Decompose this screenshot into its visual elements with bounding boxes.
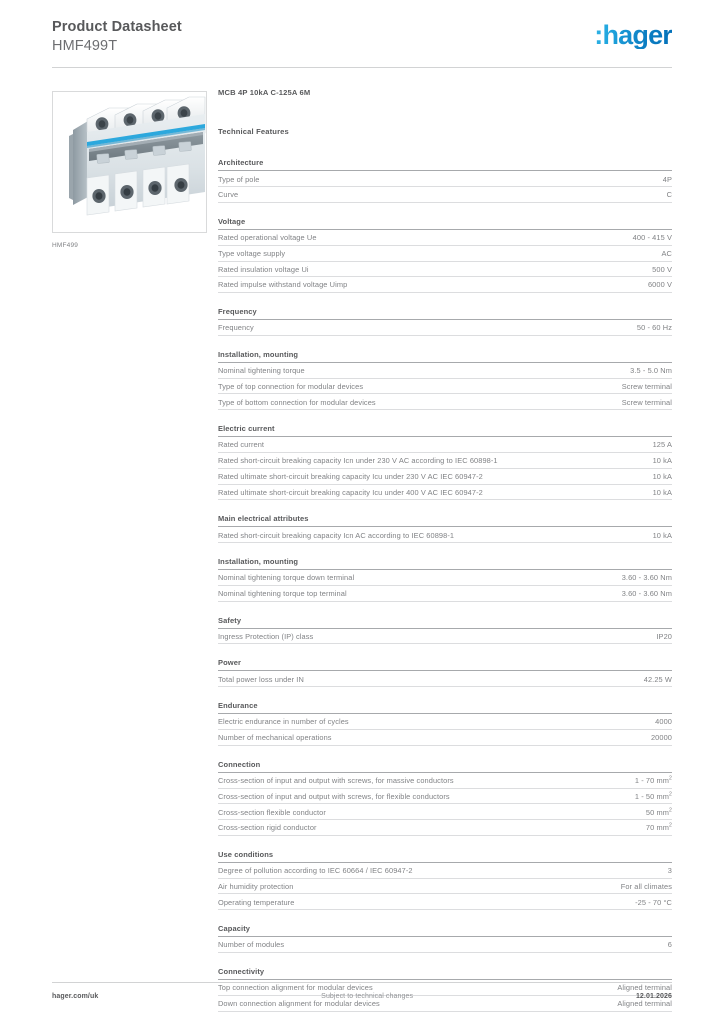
spec-value: 20000 <box>650 733 672 743</box>
spec-value: 10 kA <box>652 471 672 481</box>
spec-section-title: Electric current <box>218 424 672 437</box>
spec-value: -25 - 70 °C <box>635 897 672 907</box>
spec-label: Cross-section of input and output with screws, for massive conductors <box>218 775 454 785</box>
spec-value: 10 kA <box>652 487 672 497</box>
spec-value: C <box>666 190 672 200</box>
specifications-column <box>207 88 672 1011</box>
spec-value: AC <box>661 248 672 258</box>
spec-row <box>218 320 672 336</box>
spec-row <box>218 363 672 379</box>
spec-label: Rated short-circuit breaking capacity Icn AC according to IEC 60898-1 <box>218 530 455 540</box>
spec-row <box>218 187 672 203</box>
spec-row <box>218 894 672 910</box>
spec-value: 42.25 W <box>643 674 672 684</box>
spec-section-title: Installation, mounting <box>218 557 672 570</box>
spec-row <box>218 730 672 746</box>
spec-label: Ingress Protection (IP) class <box>218 631 314 641</box>
spec-section-title: Frequency <box>218 307 672 320</box>
spec-value: 6000 V <box>647 280 672 290</box>
spec-value: 3.60 - 3.60 Nm <box>621 573 672 583</box>
spec-value: 1 - 70 $mm^2$ <box>634 775 672 785</box>
product-image-column <box>52 88 207 249</box>
spec-label: Cross-section of input and output with screws, for flexible conductors <box>218 791 450 801</box>
spec-value: 4P <box>662 174 672 184</box>
spec-row <box>218 527 672 543</box>
spec-label: Curve <box>218 190 239 200</box>
spec-value: 4000 <box>655 717 672 727</box>
spec-section-title: Safety <box>218 616 672 629</box>
spec-row <box>218 453 672 469</box>
spec-section <box>218 658 672 687</box>
spec-row <box>218 171 672 187</box>
spec-section <box>218 217 672 293</box>
page-content <box>52 68 672 1024</box>
spec-value: 1 - 50 $mm^2$ <box>634 791 672 801</box>
spec-row <box>218 863 672 879</box>
spec-section <box>218 557 672 602</box>
spec-label: Rated impulse withstand voltage Uimp <box>218 280 348 290</box>
product-image-caption: HMF499 <box>52 242 79 250</box>
spec-label: Rated current <box>218 440 265 450</box>
spec-label: Number of mechanical operations <box>218 733 332 743</box>
spec-section <box>218 307 672 336</box>
spec-label: Type of bottom connection for modular devices <box>218 397 376 407</box>
spec-section-title: Architecture <box>218 158 672 171</box>
spec-label: Nominal tightening torque top terminal <box>218 589 347 599</box>
product-name: MCB 4P 10kA C-125A 6M <box>218 88 311 98</box>
product-reference: HMF499T <box>52 37 118 54</box>
footer-notice: Subject to technical changes <box>321 993 414 1000</box>
spec-section <box>218 514 672 543</box>
spec-value: 50 $mm^2$ <box>645 807 672 817</box>
spec-value: 6 <box>667 940 672 950</box>
spec-value: 10 kA <box>652 530 672 540</box>
page-footer <box>52 982 672 1000</box>
spec-value: Aligned terminal <box>617 983 672 993</box>
spec-label: Electric endurance in number of cycles <box>218 717 349 727</box>
header-titles <box>52 19 182 55</box>
spec-label: Down connection alignment for modular devices <box>218 999 380 1008</box>
spec-value: 125 A <box>652 440 672 450</box>
product-image-frame <box>52 91 207 233</box>
spec-label: Top connection alignment for modular devices <box>218 983 373 993</box>
footer-date: 12.01.2026 <box>635 993 672 1000</box>
spec-value: Aligned terminal <box>617 999 672 1008</box>
spec-row <box>218 246 672 262</box>
spec-section-title: Capacity <box>218 924 672 937</box>
spec-section-title: Connection <box>218 760 672 773</box>
spec-row <box>218 586 672 602</box>
spec-row <box>218 789 672 805</box>
spec-label: Rated insulation voltage Ui <box>218 264 309 274</box>
spec-row <box>218 629 672 645</box>
spec-row <box>218 485 672 501</box>
page-title: Product Datasheet <box>52 19 182 35</box>
spec-label: Rated operational voltage Ue <box>218 233 317 243</box>
spec-row <box>218 437 672 453</box>
spec-row <box>218 804 672 820</box>
spec-label: Air humidity protection <box>218 881 294 891</box>
spec-value: 3.5 - 5.0 Nm <box>630 366 672 376</box>
hager-logo: :hager <box>594 20 672 50</box>
spec-label: Type voltage supply <box>218 248 286 258</box>
technical-features-heading: Technical Features <box>218 127 289 137</box>
spec-value: 10 kA <box>652 456 672 466</box>
spec-section <box>218 158 672 203</box>
spec-row <box>218 671 672 687</box>
spec-row <box>218 262 672 278</box>
footer-website[interactable]: hager.com/uk <box>52 993 99 1000</box>
spec-row <box>218 469 672 485</box>
spec-label: Cross-section rigid conductor <box>218 823 317 833</box>
spec-section-title: Installation, mounting <box>218 350 672 363</box>
spec-value: 3 <box>667 866 672 876</box>
spec-section <box>218 350 672 410</box>
spec-row <box>218 937 672 953</box>
spec-section-title: Power <box>218 658 672 671</box>
spec-row <box>218 379 672 395</box>
specification-sections <box>218 158 672 1011</box>
spec-value: Screw terminal <box>621 381 672 391</box>
spec-label: Rated short-circuit breaking capacity Icn under 230 V AC according to IEC 60898-1 <box>218 456 498 466</box>
spec-row <box>218 820 672 836</box>
spec-section <box>218 924 672 953</box>
spec-value: IP20 <box>656 631 672 641</box>
spec-value: 3.60 - 3.60 Nm <box>621 589 672 599</box>
spec-row <box>218 277 672 293</box>
spec-label: Total power loss under IN <box>218 674 304 684</box>
spec-value: 400 - 415 V <box>632 233 672 243</box>
spec-value: For all climates <box>620 881 672 891</box>
spec-row <box>218 714 672 730</box>
spec-label: Operating temperature <box>218 897 295 907</box>
spec-label: Rated ultimate short-circuit breaking capacity Icu under 230 V AC IEC 60947-2 <box>218 471 483 481</box>
spec-value: Screw terminal <box>621 397 672 407</box>
spec-section-title: Use conditions <box>218 850 672 863</box>
spec-section-title: Voltage <box>218 217 672 230</box>
spec-section-title: Main electrical attributes <box>218 514 672 527</box>
spec-section <box>218 760 672 836</box>
spec-section-title: Connectivity <box>218 967 672 980</box>
spec-label: Type of pole <box>218 174 260 184</box>
spec-label: Type of top connection for modular devices <box>218 381 364 391</box>
spec-label: Nominal tightening torque down terminal <box>218 573 355 583</box>
spec-label: Rated ultimate short-circuit breaking capacity Icu under 400 V AC IEC 60947-2 <box>218 487 483 497</box>
spec-value: 500 V <box>652 264 672 274</box>
spec-row <box>218 394 672 410</box>
spec-row <box>218 773 672 789</box>
spec-label: Nominal tightening torque <box>218 366 305 376</box>
spec-section <box>218 701 672 746</box>
spec-label: Frequency <box>218 323 254 333</box>
spec-label: Number of modules <box>218 940 285 950</box>
spec-label: Degree of pollution according to IEC 60664 / IEC 60947-2 <box>218 866 413 876</box>
spec-section-title: Endurance <box>218 701 672 714</box>
page-header <box>52 0 672 67</box>
spec-value: 70 $mm^2$ <box>645 822 672 833</box>
spec-row <box>218 230 672 246</box>
spec-label: Cross-section flexible conductor <box>218 807 326 817</box>
spec-section <box>218 424 672 500</box>
spec-section <box>218 616 672 645</box>
mcb-4-pole-circuit-breaker-icon <box>53 92 206 232</box>
spec-row <box>218 570 672 586</box>
spec-value: 50 - 60 Hz <box>636 323 672 333</box>
spec-row <box>218 879 672 895</box>
footer-divider <box>52 982 672 983</box>
spec-section <box>218 850 672 910</box>
